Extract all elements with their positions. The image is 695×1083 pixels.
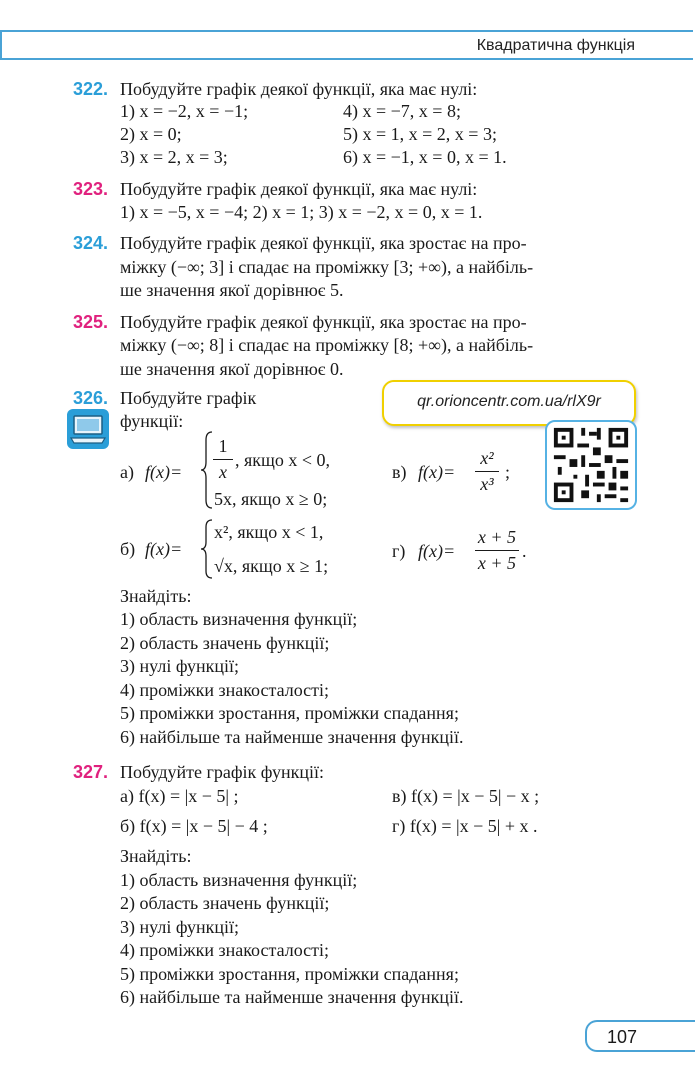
- function-name: f(x)=: [145, 462, 183, 482]
- problem-322-item: 4) x = −7, x = 8;: [343, 101, 461, 121]
- fraction-bar: [475, 471, 499, 472]
- problem-322-item: 6) x = −1, x = 0, x = 1.: [343, 147, 507, 167]
- problem-324-line: ше значення якої дорівнює 5.: [120, 280, 344, 300]
- qr-code-icon: [549, 424, 633, 506]
- fraction-numerator: x + 5: [477, 527, 517, 547]
- task-item: 5) проміжки зростання, проміжки спадання;: [120, 703, 459, 723]
- function-name: f(x)=: [418, 462, 456, 482]
- problem-322-item: 1) x = −2, x = −1;: [120, 101, 249, 121]
- task-item: 1) область визначення функції;: [120, 870, 358, 890]
- brace-icon: [200, 430, 214, 510]
- punctuation: .: [522, 541, 527, 561]
- brace-icon: [200, 518, 214, 580]
- task-item: 4) проміжки знакосталості;: [120, 680, 330, 700]
- problem-325-line: Побудуйте графік деякої функції, яка зростає на про-: [120, 312, 527, 332]
- problem-326-number: 326.: [73, 388, 109, 408]
- function-name: f(x)=: [418, 541, 456, 561]
- problem-327-item: г) f(x) = |x − 5| + x .: [392, 816, 538, 836]
- function-name: f(x)=: [145, 539, 183, 559]
- problem-326-line: Побудуйте графік: [120, 388, 257, 408]
- punctuation: ;: [505, 462, 511, 482]
- find-label: Знайдіть:: [120, 586, 192, 606]
- computer-icon: [66, 408, 110, 450]
- part-label: в): [392, 462, 407, 482]
- find-label: Знайдіть:: [120, 846, 192, 866]
- fraction-bar: [475, 550, 519, 551]
- problem-327-item: в) f(x) = |x − 5| − x ;: [392, 786, 540, 806]
- part-label: б): [120, 539, 136, 559]
- task-item: 4) проміжки знакосталості;: [120, 940, 330, 960]
- fraction-bar: [213, 459, 233, 460]
- page-number: 107: [607, 1027, 638, 1047]
- problem-327-item: б) f(x) = |x − 5| − 4 ;: [120, 816, 268, 836]
- problem-325-number: 325.: [73, 312, 109, 332]
- case-condition: , якщо x < 0,: [235, 450, 331, 470]
- task-item: 1) область визначення функції;: [120, 609, 358, 629]
- task-item: 3) нулі функції;: [120, 917, 240, 937]
- problem-327-item: а) f(x) = |x − 5| ;: [120, 786, 239, 806]
- task-item: 3) нулі функції;: [120, 656, 240, 676]
- page-header: [0, 30, 693, 60]
- problem-322-item: 2) x = 0;: [120, 124, 182, 144]
- task-item: 2) область значень функції;: [120, 893, 330, 913]
- task-item: 5) проміжки зростання, проміжки спадання;: [120, 964, 459, 984]
- problem-322-text: Побудуйте графік деякої функції, яка має нулі:: [120, 79, 478, 99]
- problem-324-number: 324.: [73, 233, 109, 253]
- problem-322-item: 3) x = 2, x = 3;: [120, 147, 228, 167]
- problem-327-number: 327.: [73, 762, 109, 782]
- task-item: 6) найбільше та найменше значення функції.: [120, 727, 464, 747]
- problem-322-item: 5) x = 1, x = 2, x = 3;: [343, 124, 497, 144]
- problem-324-line: міжку (−∞; 3] і спадає на проміжку [3; +∞), а найбіль-: [120, 257, 534, 277]
- problem-322-number: 322.: [73, 79, 109, 99]
- qr-link[interactable]: qr.orioncentr.com.ua/rlX9r: [382, 380, 636, 426]
- task-item: 6) найбільше та найменше значення функції.: [120, 987, 464, 1007]
- part-label: а): [120, 462, 134, 482]
- part-label: г): [392, 541, 406, 561]
- case-expression: √x, якщо x ≥ 1;: [214, 556, 329, 576]
- fraction-denominator: x³: [480, 474, 494, 494]
- page-number-tab: [585, 1020, 695, 1052]
- fraction-denominator: x: [219, 462, 227, 482]
- fraction-denominator: x + 5: [477, 553, 517, 573]
- problem-323-items: 1) x = −5, x = −4; 2) x = 1; 3) x = −2, x = 0, x = 1.: [120, 202, 483, 222]
- problem-326-line: функції:: [120, 411, 184, 431]
- header-title: Квадратична функція: [476, 37, 635, 54]
- case-expression: x², якщо x < 1,: [214, 522, 324, 542]
- problem-327-text: Побудуйте графік функції:: [120, 762, 324, 782]
- fraction-numerator: 1: [218, 436, 228, 456]
- problem-324-line: Побудуйте графік деякої функції, яка зростає на про-: [120, 233, 527, 253]
- problem-325-line: міжку (−∞; 8] і спадає на проміжку [8; +∞), а найбіль-: [120, 335, 534, 355]
- problem-325-line: ше значення якої дорівнює 0.: [120, 359, 344, 379]
- qr-code[interactable]: [545, 420, 637, 510]
- task-item: 2) область значень функції;: [120, 633, 330, 653]
- problem-323-text: Побудуйте графік деякої функції, яка має нулі:: [120, 179, 478, 199]
- fraction-numerator: x²: [480, 448, 494, 468]
- problem-323-number: 323.: [73, 179, 109, 199]
- case-expression: 5x, якщо x ≥ 0;: [214, 489, 328, 509]
